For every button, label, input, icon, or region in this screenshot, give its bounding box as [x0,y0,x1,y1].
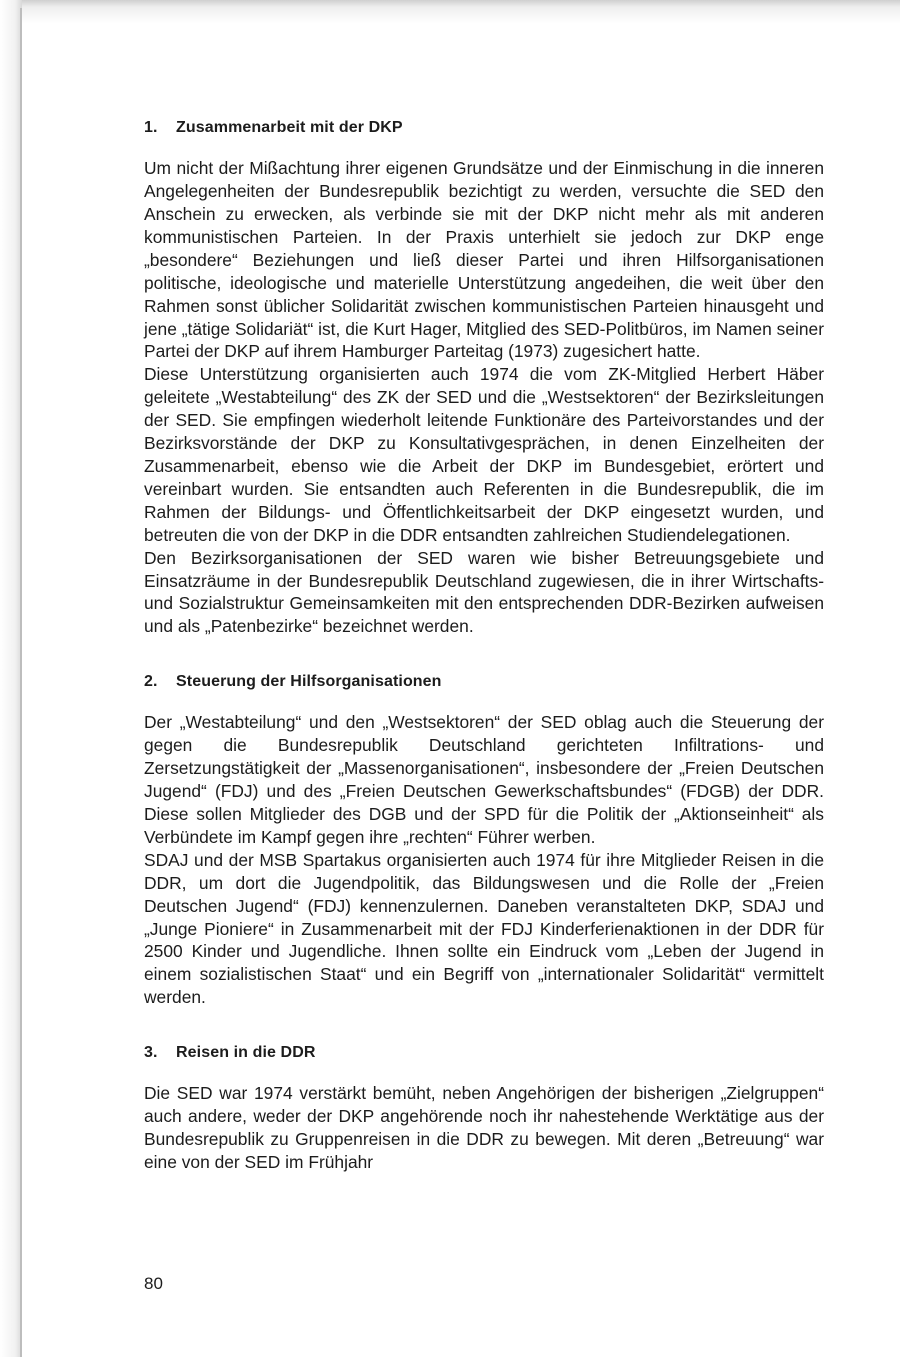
section-number: 2. [144,673,158,691]
paragraph: SDAJ und der MSB Spartakus organisierten auch 1974 für ihre Mitglieder Reisen in die DDR, um dort die Jugendpolitik, das Bildungswesen und die Rolle der „Freien Deutschen Jugend“ (FDJ) kennenzulernen. Daneben veranstalteten DKP, SDAJ und „Junge Pioniere“ in Zusammenarbeit mit der FDJ Kinderferienaktionen in der DDR für 2500 Kinder und Jugendliche. Ihnen sollte ein Eindruck vom „Leben der Jugend in einem sozialistischen Staat“ und ein Begriff von „internationaler Solidarität“ vermittelt werden. [144,849,824,1008]
page-top-shadow [22,0,900,24]
section-3 [144,1043,824,1174]
section-title: Steuerung der Hilfsorganisationen [176,673,442,691]
section-1 [144,118,824,638]
section-heading [144,1043,824,1062]
paragraph: Diese Unterstützung organisierten auch 1974 die vom ZK-Mitglied Herbert Häber geleitete „Westabteilung“ des ZK der SED und die „Westsektoren“ der Bezirksleitungen der SED. Sie empfingen wiederholt leitende Funktionäre des Parteivorstandes und der Bezirksvorstände der DKP zu Konsultativgesprächen, in denen Einzelheiten der Zusammenarbeit, ebenso wie die Arbeit der DKP im Bundesgebiet, erörtert und vereinbart wurden. Sie entsandten auch Referenten in die Bundesrepublik, die im Rahmen der Bildungs- und Öffentlichkeitsarbeit der DKP eingesetzt wurden, und betreuten die von der DKP in die DDR entsandten zahlreichen Studiendelegationen. [144,364,824,545]
page-number: 80 [144,1274,163,1293]
document-page [144,118,824,1208]
paragraph: Den Bezirksorganisationen der SED waren wie bisher Betreuungsgebiete und Einsatzräume in der Bundesrepublik Deutschland zugewiesen, die in ihrer Wirtschafts- und Sozialstruktur Gemeinsamkeiten mit den entsprechenden DDR-Bezirken aufweisen und als „Patenbezirke“ bezeichnet werden. [144,547,824,637]
section-title: Reisen in die DDR [176,1044,316,1062]
paragraph: Die SED war 1974 verstärkt bemüht, neben Angehörigen der bisherigen „Zielgruppen“ auch andere, weder der DKP angehörende noch ihr nahestehende Werktätige aus der Bundesrepublik zu Gruppenreisen in die DDR zu bewegen. Mit deren „Betreuung“ war eine von der SED im Frühjahr [144,1083,824,1173]
paragraph: Der „Westabteilung“ und den „Westsektoren“ der SED oblag auch die Steuerung der gegen die Bundesrepublik Deutschland gerichteten Infiltrations- und Zersetzungstätigkeit der „Massenorganisationen“, insbesondere der „Freien Deutschen Jugend“ (FDJ) und des „Freien Deutschen Gewerkschaftsbundes“ (FDGB) der DDR. Diese sollen Mitglieder des DGB und der SPD für die Politik der „Aktionseinheit“ als Verbündete im Kampf gegen ihre „rechten“ Führer werben. [144,712,824,847]
section-heading [144,672,824,691]
section-title: Zusammenarbeit mit der DKP [176,119,403,136]
section-number: 1. [144,119,158,136]
paragraph: Um nicht der Mißachtung ihrer eigenen Grundsätze und der Einmischung in die inneren Angelegenheiten der Bundesrepublik bezichtigt zu werden, versuchte die SED den Anschein zu erwecken, als verbinde sie mit der DKP nicht mehr als mit anderen kommunistischen Parteien. In der Praxis unterhielt sie jedoch zur DKP enge „besondere“ Beziehungen und ließ dieser Partei und ihren Hilfsorganisationen politische, ideologische und materielle Unterstützung angedeihen, die weit über den Rahmen sonst üblicher Solidarität zwischen kommunistischen Parteien hinausgeht und jene „tätige Solidariät“ ist, die Kurt Hager, Mitglied des SED-Politbüros, im Namen seiner Partei der DKP auf ihrem Hamburger Parteitag (1973) zugesichert hatte. [144,158,824,362]
section-heading [144,118,824,137]
page-edge-shadow [0,0,22,1357]
section-2 [144,672,824,1009]
section-number: 3. [144,1044,158,1062]
page-edge-line [20,8,22,1357]
